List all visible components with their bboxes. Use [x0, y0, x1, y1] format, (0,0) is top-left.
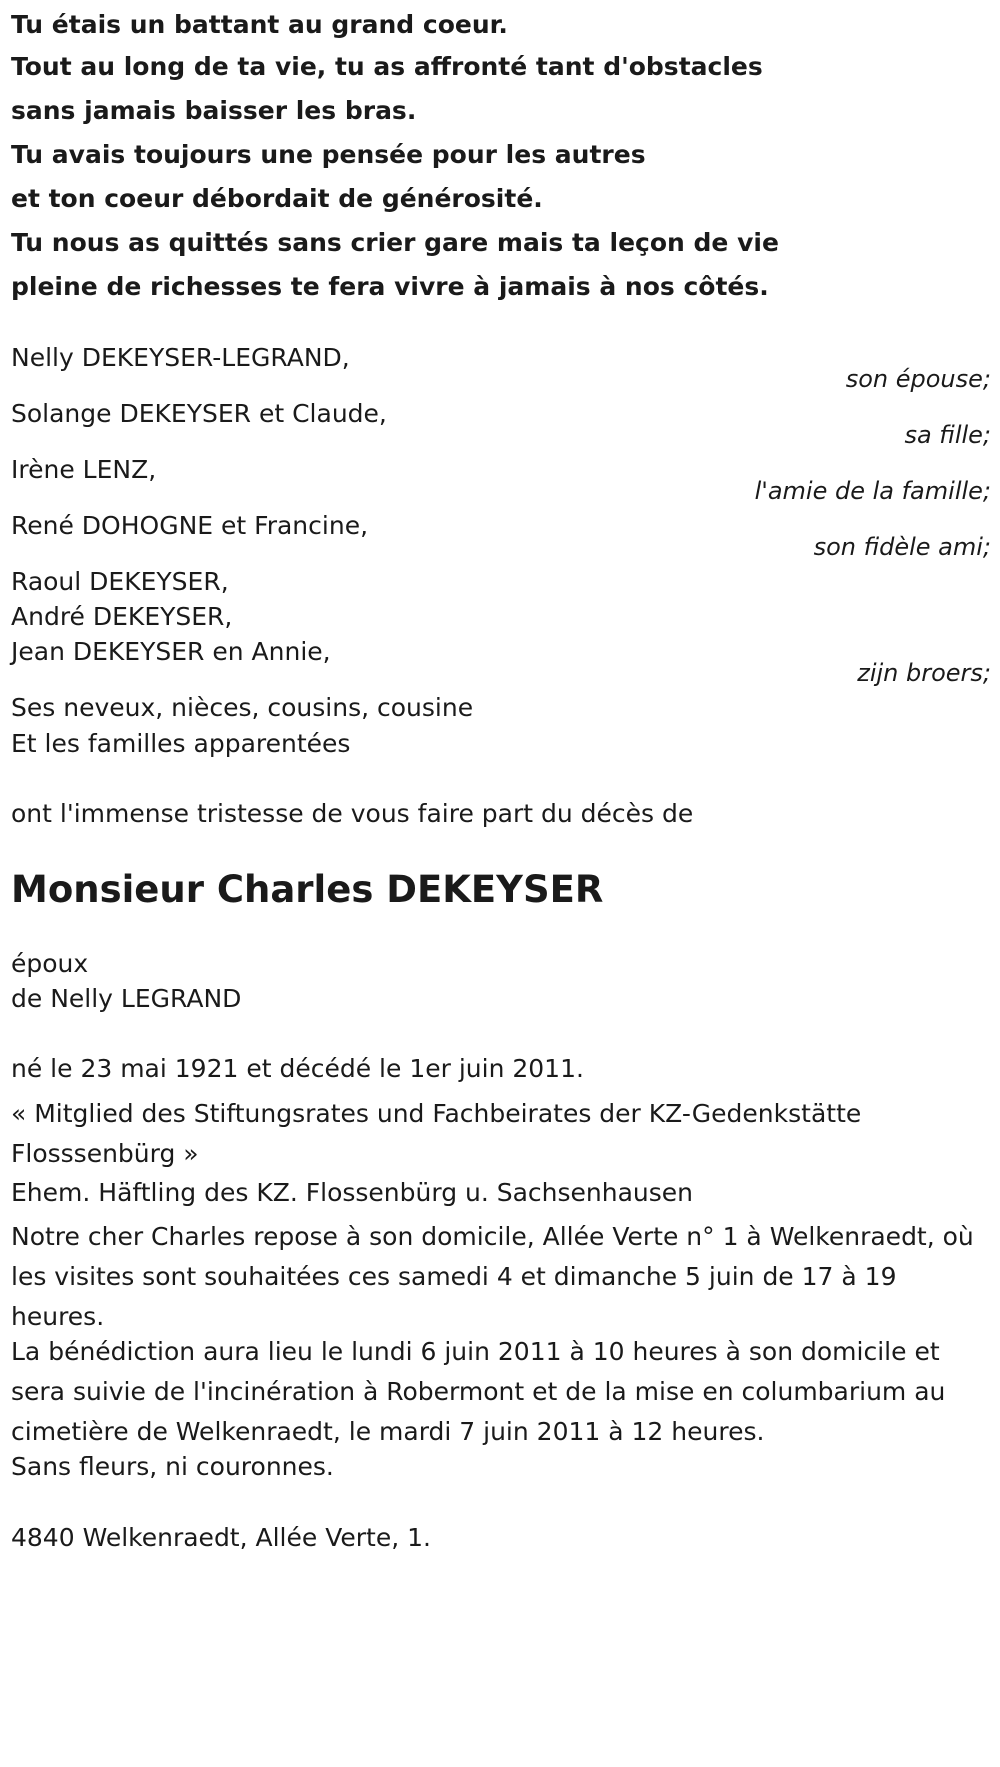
poem-line: et ton coeur débordait de générosité. — [11, 184, 543, 213]
flowers-note: Sans fleurs, ni couronnes. — [11, 1452, 334, 1481]
former-prisoner-text: Ehem. Häftling des KZ. Flossenbürg u. Sachsenhausen — [11, 1178, 694, 1207]
visitation-info: Notre cher Charles repose à son domicile, Allée Verte n° 1 à Welkenraedt, où les visites sont souhaitées ces samedi 4 et dimanche 5 juin de 17 à 19 heures. — [11, 1222, 974, 1331]
ceremony-info: La bénédiction aura lieu le lundi 6 juin 2011 à 10 heures à son domicile et sera suivie de l'incinération à Robermont et de la mise en columbarium au cimetière de Welkenraedt, le mardi 7 juin 2011 à 12 heures. — [11, 1337, 946, 1446]
birth-death-dates: né le 23 mai 1921 et décédé le 1er juin 2011. — [11, 1054, 584, 1083]
spouse-of-name: de Nelly LEGRAND — [11, 984, 242, 1013]
family-friend-name: Irène LENZ, — [11, 455, 157, 484]
friend-name: René DOHOGNE et Francine, — [11, 511, 369, 540]
relatives-line: Et les familles apparentées — [11, 729, 351, 758]
deceased-name: Monsieur Charles DEKEYSER — [11, 868, 604, 911]
spouse-relation: son épouse; — [845, 365, 991, 393]
daughter-name: Solange DEKEYSER et Claude, — [11, 399, 387, 428]
family-friend-relation: l'amie de la famille; — [754, 477, 991, 505]
brother-name: Raoul DEKEYSER, — [11, 567, 229, 596]
poem-line: sans jamais baisser les bras. — [11, 96, 417, 125]
brothers-relation: zijn broers; — [857, 659, 991, 687]
membership-text: « Mitglied des Stiftungsrates und Fachbeirates der KZ-Gedenkstätte Flosssenbürg » — [11, 1099, 862, 1168]
spouse-name: Nelly DEKEYSER-LEGRAND, — [11, 343, 350, 372]
relatives-line: Ses neveux, nièces, cousins, cousine — [11, 693, 474, 722]
spouse-of-label: époux — [11, 949, 89, 978]
poem-line: Tu nous as quittés sans crier gare mais ta leçon de vie — [11, 228, 779, 257]
poem-line: Tout au long de ta vie, tu as affronté tant d'obstacles — [11, 52, 763, 81]
friend-relation: son fidèle ami; — [813, 533, 991, 561]
poem-line: Tu étais un battant au grand coeur. — [11, 10, 508, 39]
address: 4840 Welkenraedt, Allée Verte, 1. — [11, 1523, 431, 1552]
brother-name: André DEKEYSER, — [11, 602, 233, 631]
poem-line: Tu avais toujours une pensée pour les autres — [11, 140, 646, 169]
brother-name: Jean DEKEYSER en Annie, — [11, 637, 331, 666]
daughter-relation: sa fille; — [904, 421, 991, 449]
poem-line: pleine de richesses te fera vivre à jamais à nos côtés. — [11, 272, 769, 301]
announcement-text: ont l'immense tristesse de vous faire part du décès de — [11, 799, 694, 828]
